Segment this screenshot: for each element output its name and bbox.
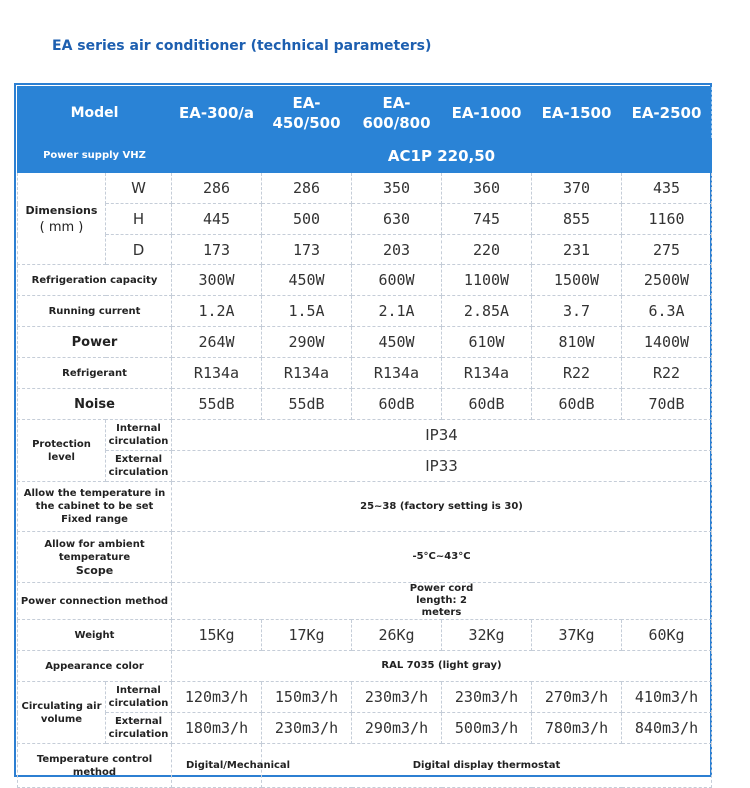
cell-value: 450W — [262, 265, 352, 296]
cell-value: 300W — [172, 265, 262, 296]
model-header: EA-2500 — [622, 87, 712, 139]
power-row — [18, 327, 712, 358]
protection-level-label: Protection level — [18, 420, 106, 482]
protection-internal-row — [18, 420, 712, 451]
internal-circulation-label: Internal circulation — [106, 682, 172, 713]
cell-value: 290W — [262, 327, 352, 358]
model-header: EA-1500 — [532, 87, 622, 139]
cell-value: R22 — [622, 358, 712, 389]
weight-row — [18, 620, 712, 651]
dimension-row-w — [18, 173, 712, 204]
cell-value: 290m3/h — [352, 713, 442, 744]
cell-value: 410m3/h — [622, 682, 712, 713]
cell-value: 15Kg — [172, 620, 262, 651]
cell-value: R134a — [172, 358, 262, 389]
cell-value: 60dB — [442, 389, 532, 420]
cell-value: 2.1A — [352, 296, 442, 327]
model-row — [18, 87, 712, 139]
air-volume-label: Circulating air volume — [18, 682, 106, 744]
external-circulation-label: External circulation — [106, 713, 172, 744]
dimensions-title: Dimensions — [25, 203, 98, 217]
cell-value: 230m3/h — [442, 682, 532, 713]
running-current-label: Running current — [18, 296, 172, 327]
cell-value: 230m3/h — [352, 682, 442, 713]
cell-value: 3.7 — [532, 296, 622, 327]
cell-value: 1.2A — [172, 296, 262, 327]
cell-value: 6.3A — [622, 296, 712, 327]
cell-value: 435 — [622, 173, 712, 204]
dimension-name: H — [106, 204, 172, 235]
temp-control-label: Temperature control method — [18, 744, 172, 788]
power-connection-label: Power connection method — [18, 583, 172, 620]
cell-value: R134a — [352, 358, 442, 389]
cell-value: 26Kg — [352, 620, 442, 651]
cell-value: 203 — [352, 235, 442, 265]
cell-value: 286 — [172, 173, 262, 204]
cell-value: 180m3/h — [172, 713, 262, 744]
cell-value: 445 — [172, 204, 262, 235]
temp-control-row — [18, 744, 712, 788]
air-volume-internal-row — [18, 682, 712, 713]
internal-circulation-label: Internal circulation — [106, 420, 172, 451]
cell-value: 55dB — [172, 389, 262, 420]
refrigerant-row — [18, 358, 712, 389]
cell-value: 1160 — [622, 204, 712, 235]
cell-value: 1.5A — [262, 296, 352, 327]
protection-internal-value: IP34 — [172, 420, 712, 451]
cell-value: 500 — [262, 204, 352, 235]
appearance-row — [18, 651, 712, 682]
cell-value: 2500W — [622, 265, 712, 296]
spec-table — [17, 86, 712, 788]
model-label: Model — [18, 87, 172, 139]
model-header: EA-1000 — [442, 87, 532, 139]
ambient-temp-value: -5°C~43°C — [172, 532, 712, 583]
appearance-label: Appearance color — [18, 651, 172, 682]
air-volume-external-row — [18, 713, 712, 744]
cell-value: 120m3/h — [172, 682, 262, 713]
protection-external-row — [18, 451, 712, 482]
cell-value: 1400W — [622, 327, 712, 358]
cabinet-temp-label — [18, 482, 172, 532]
cell-value: R134a — [262, 358, 352, 389]
power-supply-value: AC1P 220,50 — [172, 139, 712, 173]
cell-value: 37Kg — [532, 620, 622, 651]
cell-value: 230m3/h — [262, 713, 352, 744]
refrigerant-label: Refrigerant — [18, 358, 172, 389]
ambient-temp-label-line2: Scope — [75, 563, 114, 577]
cell-value: 55dB — [262, 389, 352, 420]
dimension-name: D — [106, 235, 172, 265]
cell-value: 840m3/h — [622, 713, 712, 744]
ambient-temp-label — [18, 532, 172, 583]
power-supply-label: Power supply VHZ — [18, 139, 172, 173]
cell-value: 150m3/h — [262, 682, 352, 713]
cell-value: 60dB — [352, 389, 442, 420]
cell-value: 1500W — [532, 265, 622, 296]
cell-value: 855 — [532, 204, 622, 235]
dimensions-unit: ( mm ) — [39, 219, 84, 235]
cell-value: 350 — [352, 173, 442, 204]
cell-value: 231 — [532, 235, 622, 265]
cell-value: 810W — [532, 327, 622, 358]
appearance-value: RAL 7035 (light gray) — [172, 651, 712, 682]
cell-value: 780m3/h — [532, 713, 622, 744]
cabinet-temp-label-line1: Allow the temperature in the cabinet to be set — [23, 488, 166, 512]
dimension-row-d — [18, 235, 712, 265]
temp-control-first-value: Digital/Mechanical — [172, 744, 262, 788]
cell-value: 630 — [352, 204, 442, 235]
power-connection-value: Power cord length: 2 meters — [172, 583, 712, 620]
external-circulation-label: External circulation — [106, 451, 172, 482]
model-header: EA-600/800 — [352, 87, 442, 139]
refrigeration-capacity-label: Refrigeration capacity — [18, 265, 172, 296]
refrigeration-capacity-row — [18, 265, 712, 296]
cell-value: 173 — [262, 235, 352, 265]
ambient-temp-label-line1: Allow for ambient temperature — [44, 538, 145, 563]
cell-value: 270m3/h — [532, 682, 622, 713]
noise-label: Noise — [18, 389, 172, 420]
ambient-temp-row — [18, 532, 712, 583]
cell-value: 610W — [442, 327, 532, 358]
cell-value: 450W — [352, 327, 442, 358]
power-connection-row — [18, 583, 712, 620]
protection-external-value: IP33 — [172, 451, 712, 482]
cell-value: R134a — [442, 358, 532, 389]
power-label: Power — [18, 327, 172, 358]
dimension-row-h — [18, 204, 712, 235]
cell-value: 600W — [352, 265, 442, 296]
cell-value: 1100W — [442, 265, 532, 296]
cell-value: 264W — [172, 327, 262, 358]
cabinet-temp-label-line2: Fixed range — [61, 514, 128, 525]
cabinet-temp-row — [18, 482, 712, 532]
cell-value: 286 — [262, 173, 352, 204]
cell-value: 745 — [442, 204, 532, 235]
temp-control-rest-value: Digital display thermostat — [262, 744, 712, 788]
running-current-row — [18, 296, 712, 327]
cell-value: 370 — [532, 173, 622, 204]
cell-value: 60Kg — [622, 620, 712, 651]
cell-value: 17Kg — [262, 620, 352, 651]
model-header: EA-450/500 — [262, 87, 352, 139]
weight-label: Weight — [18, 620, 172, 651]
cell-value: 70dB — [622, 389, 712, 420]
model-header: EA-300/a — [172, 87, 262, 139]
cabinet-temp-value: 25~38 (factory setting is 30) — [172, 482, 712, 532]
cell-value: 360 — [442, 173, 532, 204]
page-title: EA series air conditioner (technical parameters) — [52, 38, 432, 54]
cell-value: 32Kg — [442, 620, 532, 651]
dimension-name: W — [106, 173, 172, 204]
cell-value: 275 — [622, 235, 712, 265]
cell-value: 173 — [172, 235, 262, 265]
dimensions-label — [18, 173, 106, 265]
cell-value: 220 — [442, 235, 532, 265]
noise-row — [18, 389, 712, 420]
cell-value: R22 — [532, 358, 622, 389]
power-supply-row — [18, 139, 712, 173]
cell-value: 2.85A — [442, 296, 532, 327]
cell-value: 60dB — [532, 389, 622, 420]
cell-value: 500m3/h — [442, 713, 532, 744]
